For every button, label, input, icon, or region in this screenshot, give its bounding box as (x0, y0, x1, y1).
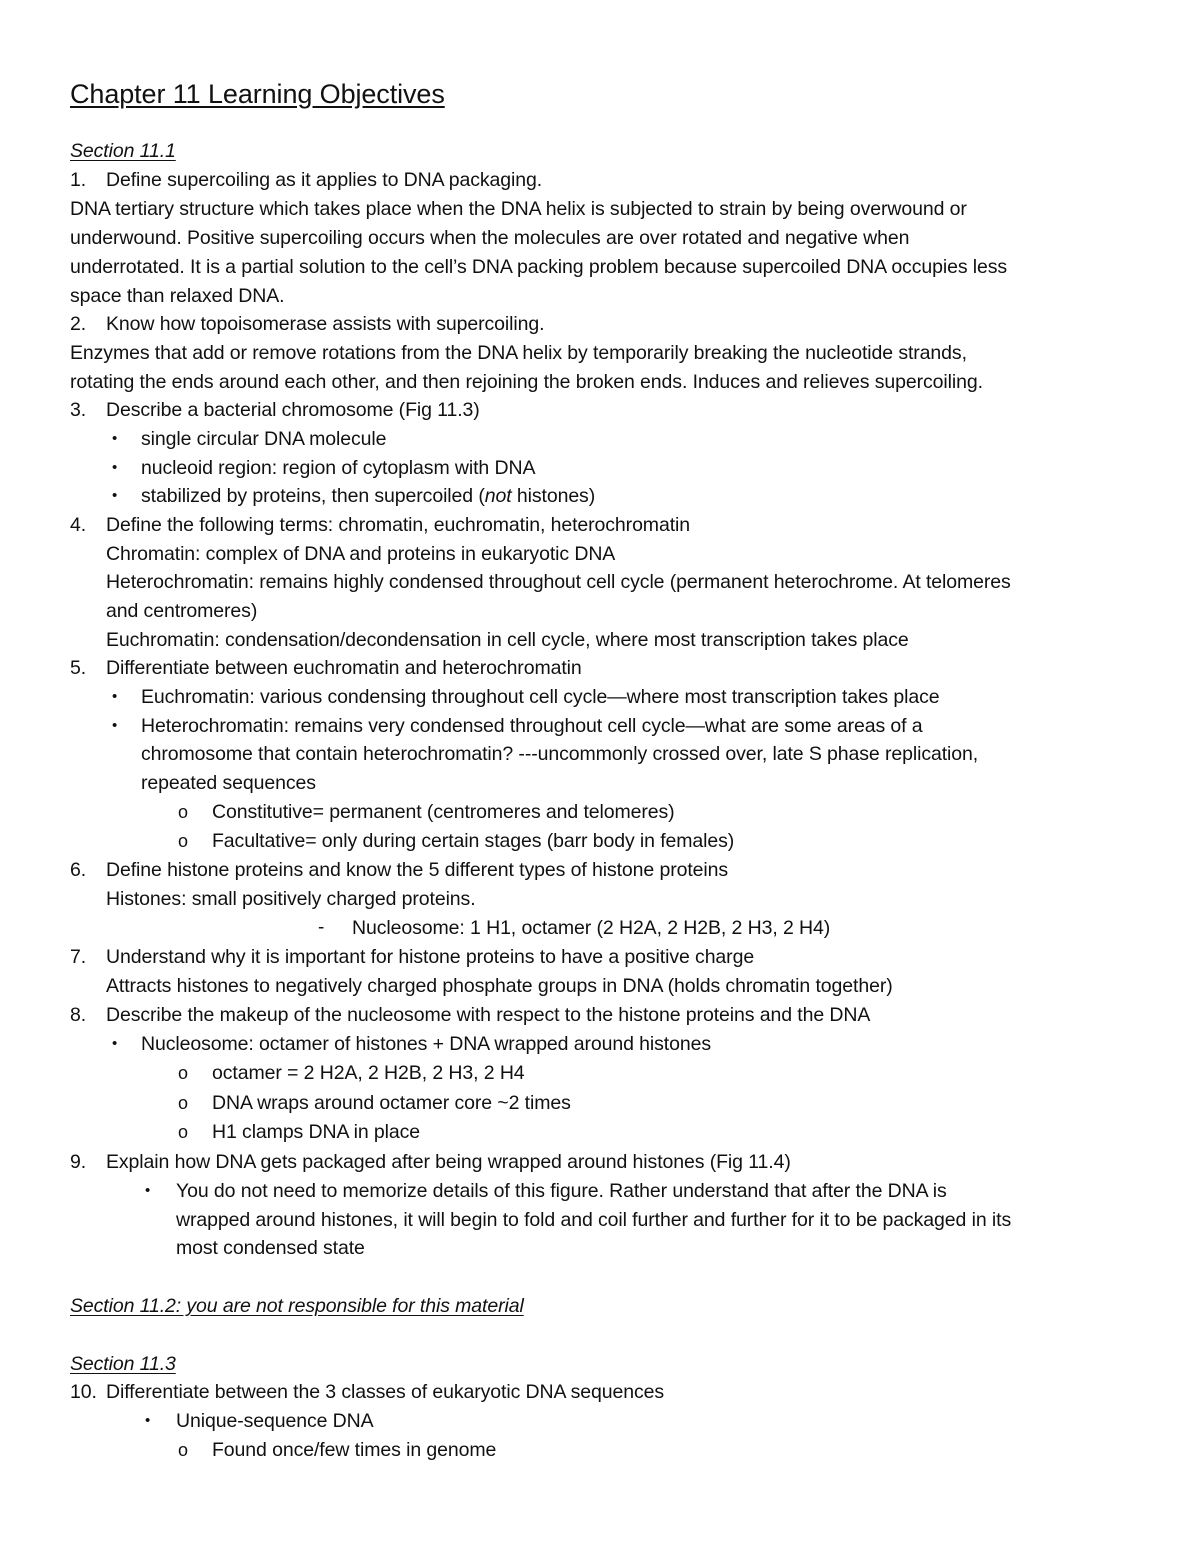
objective-number: 8. (70, 1004, 87, 1026)
objective-text: Explain how DNA gets packaged after being wrapped around histones (Fig 11.4) (106, 1151, 791, 1173)
answer-line: underwound. Positive supercoiling occurs when the molecules are over rotated and negative when (70, 227, 910, 249)
emphasis: not (484, 485, 512, 507)
dash-bullet-icon: - (318, 917, 325, 938)
section-heading: Section 11.2: you are not responsible for this material (70, 1295, 524, 1317)
bullet-circle-icon: o (178, 1093, 188, 1113)
objective-number: 9. (70, 1151, 87, 1173)
bullet-circle-icon: o (178, 1440, 188, 1460)
bullet-circle-icon: o (178, 831, 188, 851)
answer-line: and centromeres) (106, 600, 258, 622)
bullet-dot-icon: • (112, 430, 118, 447)
objective-number: 2. (70, 313, 87, 335)
answer-line: Heterochromatin: remains highly condensed throughout cell cycle (permanent heterochrome. At telomeres (106, 571, 1011, 593)
bullet-dot-icon: • (145, 1182, 151, 1199)
bullet-dot-icon: • (145, 1412, 151, 1429)
bullet-continuation: wrapped around histones, it will begin to fold and coil further and further for it to be packaged in its (176, 1209, 1012, 1231)
bullet-dot-icon: • (112, 459, 118, 476)
objective-text: Define supercoiling as it applies to DNA packaging. (106, 169, 543, 191)
objective-text: Define the following terms: chromatin, euchromatin, heterochromatin (106, 514, 690, 536)
bullet-continuation: most condensed state (176, 1237, 365, 1259)
bullet-dot-icon: • (112, 688, 118, 705)
document-page: Chapter 11 Learning Objectives Section 11.1 1. Define supercoiling as it applies to DNA packaging. DNA tertiary structure which takes place when the DNA helix is subjected to strain by being overwound or underwound. Positive supercoiling occurs when the molecules are over rotated and negative when underrotated. It is a partial solution to the cell’s DNA packing problem because supercoiled DNA occupies less space than relaxed DNA. 2. Know how topoisomerase assists with supercoiling. Enzymes that add or remove rotations from the DNA helix by temporarily breaking the nucleotide strands, rotating the ends around each other, and then rejoining the broken ends. Induces and relieves supercoiling. 3. Describe a bacterial chromosome (Fig 11.3) • single circular DNA molecule • nucleoid region: region of cytoplasm with DNA • stabilized by proteins, then supercoiled (not histones) 4. Define the following terms: chromatin, euchromatin, heterochromatin Chromatin: complex of DNA and proteins in eukaryotic DNA Heterochromatin: remains highly condensed throughout cell cycle (permanent heterochrome. At telomeres and centromeres) Euchromatin: condensation/decondensation in cell cycle, where most transcription takes place 5. Differentiate between euchromatin and heterochromatin • Euchromatin: various condensing throughout cell cycle—where most transcription takes place • Heterochromatin: remains very condensed throughout cell cycle—what are some areas of a chromosome that contain heterochromatin? ---uncommonly crossed over, late S phase replication, repeated sequences o Constitutive= permanent (centromeres and telomeres) o Facultative= only during certain stages (barr body in females) 6. Define histone proteins and know the 5 different types of histone proteins Histones: small positively charged proteins. - Nucleosome: 1 H1, octamer (2 H2A, 2 H2B, 2 H3, 2 H4) 7. Understand why it is important for histone proteins to have a positive charge Attracts histones to negatively charged phosphate groups in DNA (holds chromatin together) 8. Describe the makeup of the nucleosome with respect to the histone proteins and the DNA • Nucleosome: octamer of histones + DNA wrapped around histones o octamer = 2 H2A, 2 H2B, 2 H3, 2 H4 o DNA wraps around octamer core ~2 times o H1 clamps DNA in place 9. Explain how DNA gets packaged after being wrapped around histones (Fig 11.4) • You do not need to memorize details of this figure. Rather understand that after the DNA is wrapped around histones, it will begin to fold and coil further and further for it to be packaged in its most condensed state Section 11.2: you are not responsible for this material Section 11.3 10. Differentiate between the 3 classes of eukaryotic DNA sequences • Unique-sequence DNA o Found once/few times in genome (70, 79, 1012, 1461)
objective-text: Understand why it is important for histone proteins to have a positive charge (106, 946, 755, 968)
answer-line: rotating the ends around each other, and then rejoining the broken ends. Induces and relieves supercoiling. (70, 371, 983, 393)
bullet-continuation: chromosome that contain heterochromatin? ---uncommonly crossed over, late S phase replication, (141, 743, 979, 765)
objective-text: Differentiate between euchromatin and heterochromatin (106, 657, 582, 679)
objective-text: Describe a bacterial chromosome (Fig 11.3) (106, 399, 480, 421)
section-heading: Section 11.1 (70, 140, 176, 162)
objective-number: 1. (70, 169, 87, 191)
answer-line: Chromatin: complex of DNA and proteins in eukaryotic DNA (106, 543, 616, 565)
objective-number: 3. (70, 399, 87, 421)
bullet-circle-icon: o (178, 1063, 188, 1083)
objective-number: 6. (70, 859, 87, 881)
answer-line: Attracts histones to negatively charged phosphate groups in DNA (holds chromatin together) (106, 975, 893, 997)
answer-line: Histones: small positively charged proteins. (106, 888, 476, 910)
bullet-dot-icon: • (112, 1035, 118, 1052)
answer-line: space than relaxed DNA. (70, 285, 285, 307)
bullet-circle-icon: o (178, 1122, 188, 1142)
section-heading: Section 11.3 (70, 1353, 176, 1375)
objective-text: Differentiate between the 3 classes of eukaryotic DNA sequences (106, 1381, 665, 1403)
answer-line: DNA tertiary structure which takes place when the DNA helix is subjected to strain by being overwound or (70, 198, 967, 220)
objective-number: 4. (70, 514, 87, 536)
objective-text: Describe the makeup of the nucleosome with respect to the histone proteins and the DNA (106, 1004, 871, 1026)
objective-number: 10. (70, 1381, 97, 1403)
answer-line: Euchromatin: condensation/decondensation in cell cycle, where most transcription takes place (106, 629, 909, 651)
page-title: Chapter 11 Learning Objectives (70, 79, 445, 109)
answer-line: underrotated. It is a partial solution to the cell’s DNA packing problem because supercoiled DNA occupies less (70, 256, 1008, 278)
answer-line: Enzymes that add or remove rotations from the DNA helix by temporarily breaking the nucleotide strands, (70, 342, 967, 364)
objective-text: Know how topoisomerase assists with supercoiling. (106, 313, 545, 335)
objective-number: 5. (70, 657, 87, 679)
bullet-continuation: repeated sequences (141, 772, 316, 794)
bullet-circle-icon: o (178, 802, 188, 822)
bullet-dot-icon: • (112, 487, 118, 504)
bullet-dot-icon: • (112, 717, 118, 734)
objective-text: Define histone proteins and know the 5 different types of histone proteins (106, 859, 729, 881)
objective-number: 7. (70, 946, 87, 968)
